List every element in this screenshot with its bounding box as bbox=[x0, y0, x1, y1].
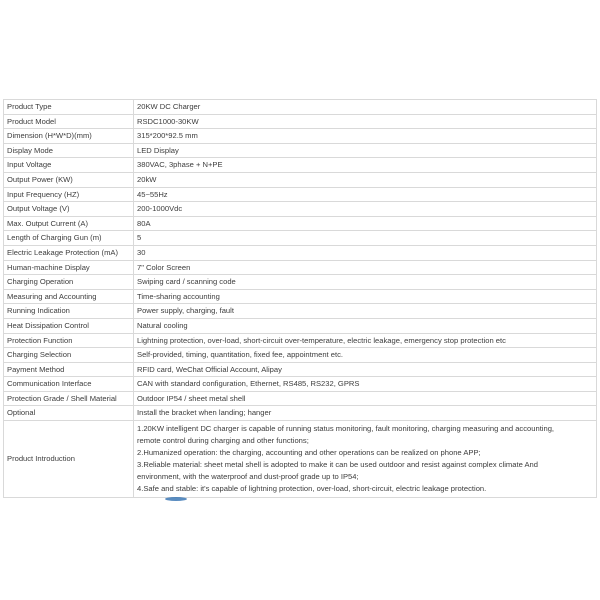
spec-row bbox=[4, 260, 597, 275]
spec-value: Self-provided, timing, quantitation, fixed fee, appointment etc. bbox=[134, 348, 597, 363]
spec-row bbox=[4, 143, 597, 158]
spec-label: Input Frequency (HZ) bbox=[4, 187, 134, 202]
intro-line: 3.Reliable material: sheet metal shell is adopted to make it can be used outdoor and resist against complex climate And bbox=[137, 460, 539, 470]
spec-row bbox=[4, 318, 597, 333]
spec-label: Electric Leakage Protection (mA) bbox=[4, 245, 134, 260]
spec-row bbox=[4, 245, 597, 260]
spec-label: Measuring and Accounting bbox=[4, 289, 134, 304]
spec-label: Max. Output Current (A) bbox=[4, 216, 134, 231]
spec-value: Natural cooling bbox=[134, 318, 597, 333]
spec-label: Charging Operation bbox=[4, 275, 134, 290]
spec-label: Dimension (H*W*D)(mm) bbox=[4, 129, 134, 144]
spec-row bbox=[4, 100, 597, 115]
intro-text bbox=[134, 421, 597, 498]
spec-value: Swiping card / scanning code bbox=[134, 275, 597, 290]
spec-value: 7" Color Screen bbox=[134, 260, 597, 275]
spec-label: Product Model bbox=[4, 114, 134, 129]
spec-row bbox=[4, 362, 597, 377]
spec-row bbox=[4, 406, 597, 421]
intro-row bbox=[4, 421, 597, 498]
spec-label: Protection Grade / Shell Material bbox=[4, 391, 134, 406]
spec-label: Output Power (KW) bbox=[4, 172, 134, 187]
spec-table bbox=[3, 99, 597, 498]
spec-row bbox=[4, 158, 597, 173]
spec-row bbox=[4, 377, 597, 392]
spec-label: Human-machine Display bbox=[4, 260, 134, 275]
spec-row bbox=[4, 172, 597, 187]
spec-value: 20KW DC Charger bbox=[134, 100, 597, 115]
spec-value: RFID card, WeChat Official Account, Alipay bbox=[134, 362, 597, 377]
spec-value: Power supply, charging, fault bbox=[134, 304, 597, 319]
spec-label: Optional bbox=[4, 406, 134, 421]
spec-label: Payment Method bbox=[4, 362, 134, 377]
spec-label: Running Indication bbox=[4, 304, 134, 319]
spec-row bbox=[4, 333, 597, 348]
spec-value: 380VAC, 3phase + N+PE bbox=[134, 158, 597, 173]
spec-label: Output Voltage (V) bbox=[4, 202, 134, 217]
intro-line: remote control during charging and other functions; bbox=[137, 436, 309, 446]
spec-row bbox=[4, 114, 597, 129]
spec-value: 30 bbox=[134, 245, 597, 260]
spec-label: Display Mode bbox=[4, 143, 134, 158]
spec-value: LED Display bbox=[134, 143, 597, 158]
spec-row bbox=[4, 216, 597, 231]
spec-label: Product Type bbox=[4, 100, 134, 115]
spec-row bbox=[4, 304, 597, 319]
partial-logo-mark bbox=[165, 497, 187, 501]
intro-label: Product Introduction bbox=[4, 421, 134, 498]
spec-value: 315*200*92.5 mm bbox=[134, 129, 597, 144]
spec-value: Time-sharing accounting bbox=[134, 289, 597, 304]
spec-value: Install the bracket when landing; hanger bbox=[134, 406, 597, 421]
spec-row bbox=[4, 391, 597, 406]
spec-value: CAN with standard configuration, Ethernet, RS485, RS232, GPRS bbox=[134, 377, 597, 392]
spec-value: Lightning protection, over-load, short-circuit over-temperature, electric leakage, emergency stop protection etc bbox=[134, 333, 597, 348]
spec-value: 80A bbox=[134, 216, 597, 231]
spec-row bbox=[4, 275, 597, 290]
spec-label: Communication Interface bbox=[4, 377, 134, 392]
intro-line: environment, with the waterproof and dust-proof grade up to IP54; bbox=[137, 472, 359, 482]
spec-label: Charging Selection bbox=[4, 348, 134, 363]
spec-row bbox=[4, 129, 597, 144]
spec-row bbox=[4, 289, 597, 304]
spec-value: Outdoor IP54 / sheet metal shell bbox=[134, 391, 597, 406]
spec-label: Heat Dissipation Control bbox=[4, 318, 134, 333]
spec-value: 45~55Hz bbox=[134, 187, 597, 202]
spec-row bbox=[4, 187, 597, 202]
spec-row bbox=[4, 231, 597, 246]
spec-row bbox=[4, 348, 597, 363]
spec-value: 5 bbox=[134, 231, 597, 246]
spec-label: Protection Function bbox=[4, 333, 134, 348]
intro-line: 4.Safe and stable: it's capable of lightning protection, over-load, short-circuit, electric leakage protection. bbox=[137, 484, 487, 494]
spec-table-body bbox=[4, 100, 597, 498]
spec-value: 200-1000Vdc bbox=[134, 202, 597, 217]
intro-line: 1.20KW intelligent DC charger is capable of running status monitoring, fault monitoring, charging measuring and accounting, bbox=[137, 424, 555, 434]
spec-value: RSDC1000-30KW bbox=[134, 114, 597, 129]
spec-row bbox=[4, 202, 597, 217]
spec-label: Input Voltage bbox=[4, 158, 134, 173]
intro-line: 2.Humanized operation: the charging, accounting and other operations can be realized on phone APP; bbox=[137, 448, 481, 458]
spec-label: Length of Charging Gun (m) bbox=[4, 231, 134, 246]
spec-value: 20kW bbox=[134, 172, 597, 187]
